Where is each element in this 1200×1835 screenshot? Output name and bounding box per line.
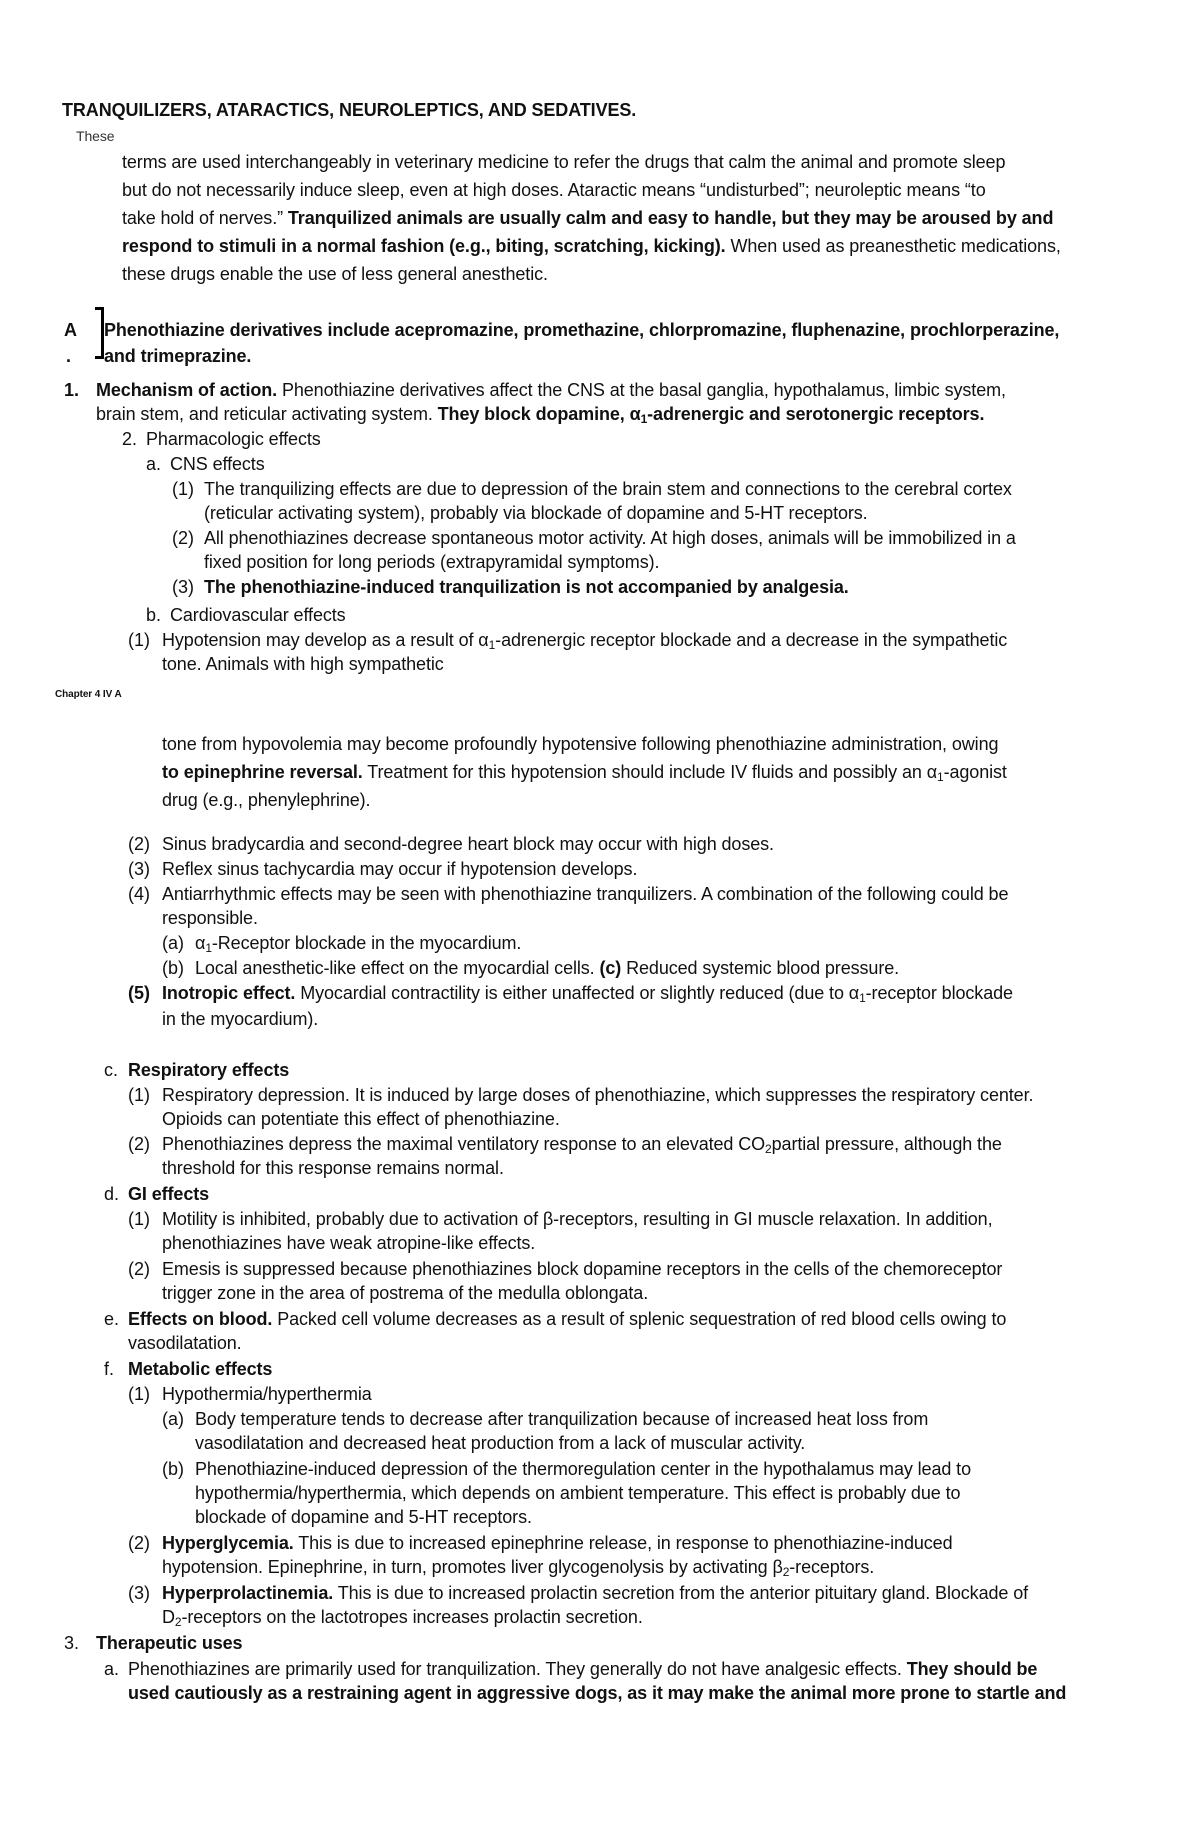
item-number: 3. xyxy=(64,1633,80,1653)
heading: CNS effects xyxy=(170,454,265,474)
item-letter: (a) xyxy=(162,933,184,953)
item-number: (2) xyxy=(128,1259,150,1279)
heading: Respiratory effects xyxy=(128,1060,290,1080)
list-line: Motility is inhibited, probably due to activation of β-receptors, resulting in GI muscle relaxation. In addition, xyxy=(162,1209,993,1229)
item-letter: a. xyxy=(146,454,162,474)
intro-line: respond to stimuli in a normal fashion (e.g., biting, scratching, kicking). When used as preanesthetic medications, xyxy=(122,236,1061,256)
intro-lead: These xyxy=(76,128,115,144)
heading: Therapeutic uses xyxy=(96,1633,243,1653)
intro-line: take hold of nerves.” Tranquilized animals are usually calm and easy to handle, but they may be aroused by and xyxy=(122,208,1054,228)
intro-line: but do not necessarily induce sleep, even at high doses. Ataractic means “undisturbed”; neuroleptic means “to xyxy=(122,180,986,200)
item-letter: (b) xyxy=(162,958,184,978)
list-line: tone from hypovolemia may become profoundly hypotensive following phenothiazine administration, owing xyxy=(162,734,999,754)
list-line: responsible. xyxy=(162,908,258,928)
item-number: (1) xyxy=(128,1209,150,1229)
mechanism-line: Mechanism of action. Phenothiazine derivatives affect the CNS at the basal ganglia, hypothalamus, limbic system, xyxy=(96,380,1006,400)
section-a-line: and trimeprazine. xyxy=(104,346,252,366)
item-number: 1. xyxy=(64,380,80,400)
list-line: Local anesthetic-like effect on the myocardial cells. (c) Reduced systemic blood pressure. xyxy=(195,958,900,978)
page-title: TRANQUILIZERS, ATARACTICS, NEUROLEPTICS, AND SEDATIVES. xyxy=(62,100,637,120)
item-number: (1) xyxy=(128,630,150,650)
item-letter: c. xyxy=(104,1060,119,1080)
list-line: The phenothiazine-induced tranquilization is not accompanied by analgesia. xyxy=(204,577,849,597)
heading: GI effects xyxy=(128,1184,210,1204)
list-line: Hypotension may develop as a result of $\alpha_1$-adrenergic receptor blockade and a decrease in the sympathetic xyxy=(162,630,1008,652)
section-a-label-dot: . xyxy=(66,346,72,366)
section-a-label: A xyxy=(64,320,77,340)
list-line: fixed position for long periods (extrapyramidal symptoms). xyxy=(204,552,660,572)
item-number: (2) xyxy=(128,1533,150,1553)
list-line: Inotropic effect. Myocardial contractility is either unaffected or slightly reduced (due to $\alpha_1$-receptor blockade xyxy=(162,983,1013,1005)
item-number: (1) xyxy=(128,1384,150,1404)
list-line: All phenothiazines decrease spontaneous motor activity. At high doses, animals will be immobilized in a xyxy=(204,528,1016,548)
item-letter: b. xyxy=(146,605,162,625)
item-number: (3) xyxy=(128,1583,150,1603)
list-line: Hypothermia/hyperthermia xyxy=(162,1384,372,1404)
list-line: Phenothiazine-induced depression of the thermoregulation center in the hypothalamus may lead to xyxy=(195,1459,971,1479)
item-letter: e. xyxy=(104,1309,120,1329)
list-line: Reflex sinus tachycardia may occur if hypotension develops. xyxy=(162,859,638,879)
section-a-line: Phenothiazine derivatives include acepromazine, promethazine, chlorpromazine, fluphenazine, prochlorperazine, xyxy=(104,320,1060,340)
intro-line: these drugs enable the use of less general anesthetic. xyxy=(122,264,548,284)
list-line: vasodilatation and decreased heat production from a lack of muscular activity. xyxy=(195,1433,806,1453)
list-line: Hyperglycemia. This is due to increased epinephrine release, in response to phenothiazine-induced xyxy=(162,1533,953,1553)
list-line: threshold for this response remains normal. xyxy=(162,1158,504,1178)
list-line: hypothermia/hyperthermia, which depends on ambient temperature. This effect is probably due to xyxy=(195,1483,961,1503)
list-line: tone. Animals with high sympathetic xyxy=(162,654,444,674)
item-letter: (b) xyxy=(162,1459,184,1479)
list-line: $D_2$-receptors on the lactotropes increases prolactin secretion. xyxy=(162,1607,643,1629)
item-number: (4) xyxy=(128,884,150,904)
list-line: Phenothiazines are primarily used for tranquilization. They generally do not have analgesic effects. They should be xyxy=(128,1659,1038,1679)
page-footer: Chapter 4 IV A xyxy=(55,689,122,700)
item-number: (5) xyxy=(128,983,150,1003)
list-line: (reticular activating system), probably via blockade of dopamine and 5-HT receptors. xyxy=(204,503,868,523)
item-number: (3) xyxy=(128,859,150,879)
item-number: (3) xyxy=(172,577,194,597)
list-line: Sinus bradycardia and second-degree heart block may occur with high doses. xyxy=(162,834,774,854)
list-line: vasodilatation. xyxy=(128,1333,242,1353)
list-line: $\alpha_1$-Receptor blockade in the myocardium. xyxy=(195,933,522,955)
list-line: Respiratory depression. It is induced by large doses of phenothiazine, which suppresses the respiratory center. xyxy=(162,1085,1034,1105)
list-line: Hyperprolactinemia. This is due to increased prolactin secretion from the anterior pituitary gland. Blockade of xyxy=(162,1583,1029,1603)
heading: Cardiovascular effects xyxy=(170,605,346,625)
intro-line: terms are used interchangeably in veterinary medicine to refer the drugs that calm the animal and promote sleep xyxy=(122,152,1006,172)
item-number: (2) xyxy=(128,1134,150,1154)
mechanism-line: brain stem, and reticular activating system. They block dopamine, $\alpha_1$-adrenergic and serotonergic receptors. xyxy=(96,404,985,426)
list-line: Body temperature tends to decrease after tranquilization because of increased heat loss from xyxy=(195,1409,929,1429)
item-number: (1) xyxy=(128,1085,150,1105)
item-letter: d. xyxy=(104,1184,120,1204)
list-line: to epinephrine reversal. Treatment for this hypotension should include IV fluids and possibly an $\alpha_1$-agonist xyxy=(162,762,1007,784)
heading: Pharmacologic effects xyxy=(146,429,321,449)
item-number: 2. xyxy=(122,429,138,449)
list-line: blockade of dopamine and 5-HT receptors. xyxy=(195,1507,532,1527)
list-line: used cautiously as a restraining agent in aggressive dogs, as it may make the animal more prone to startle and xyxy=(128,1683,1067,1703)
list-line: Phenothiazines depress the maximal ventilatory response to an elevated $CO_2partial$ pressure, although the xyxy=(162,1134,1002,1156)
list-line: Antiarrhythmic effects may be seen with phenothiazine tranquilizers. A combination of the following could be xyxy=(162,884,1009,904)
item-number: (2) xyxy=(128,834,150,854)
list-line: drug (e.g., phenylephrine). xyxy=(162,790,371,810)
item-letter: f. xyxy=(104,1359,115,1379)
list-line: Opioids can potentiate this effect of phenothiazine. xyxy=(162,1109,560,1129)
list-line: The tranquilizing effects are due to depression of the brain stem and connections to the cerebral cortex xyxy=(204,479,1012,499)
list-line: phenothiazines have weak atropine-like effects. xyxy=(162,1233,536,1253)
list-line: in the myocardium). xyxy=(162,1009,319,1029)
list-line: hypotension. Epinephrine, in turn, promotes liver glycogenolysis by activating $\beta_2$-receptors. xyxy=(162,1557,875,1579)
item-letter: a. xyxy=(104,1659,120,1679)
item-letter: (a) xyxy=(162,1409,184,1429)
heading: Metabolic effects xyxy=(128,1359,273,1379)
list-line: Emesis is suppressed because phenothiazines block dopamine receptors in the cells of the chemoreceptor xyxy=(162,1259,1003,1279)
item-number: (1) xyxy=(172,479,194,499)
item-number: (2) xyxy=(172,528,194,548)
list-line: Effects on blood. Packed cell volume decreases as a result of splenic sequestration of red blood cells owing to xyxy=(128,1309,1007,1329)
section-bracket xyxy=(95,307,104,359)
list-line: trigger zone in the area of postrema of the medulla oblongata. xyxy=(162,1283,649,1303)
